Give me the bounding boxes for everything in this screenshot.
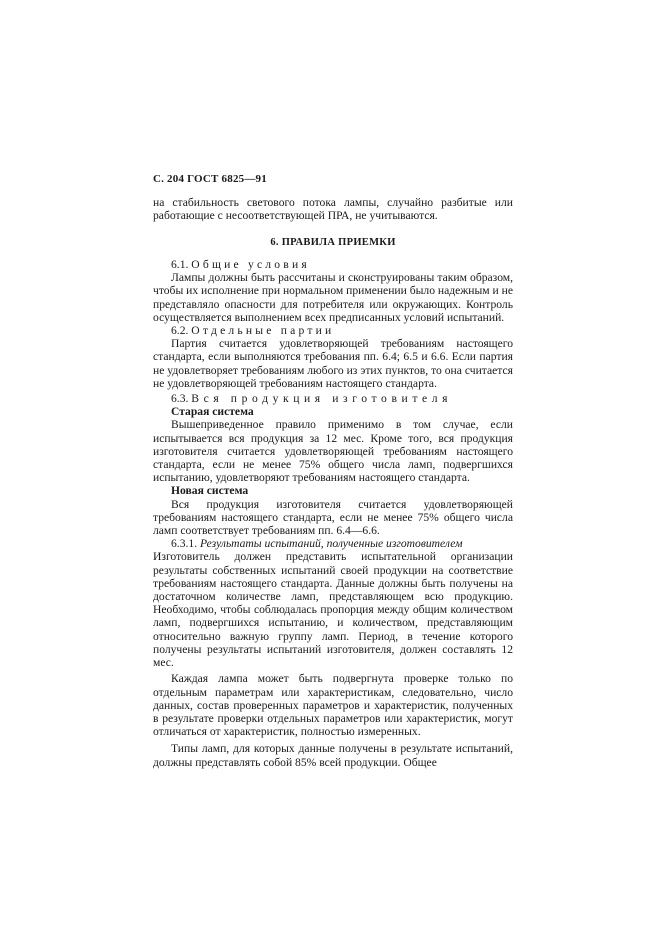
subsection-6-3-heading — [153, 392, 513, 405]
section-title: 6. ПРАВИЛА ПРИЕМКИ — [270, 237, 396, 248]
subsection-number: 6.2. — [171, 324, 189, 338]
new-system-text: Вся продукция изготовителя считается удовлетворяющей требованиям настоящего стандарта, если не менее 75% общего числа ламп соответствует требованиям пп. 6.4—6.6. — [153, 497, 513, 538]
subsection-title: Общие условия — [191, 258, 310, 271]
intro-line-1: на стабильность светового потока лампы, случайно разбитые или — [153, 196, 513, 209]
new-system-heading: Новая система — [171, 484, 249, 498]
subsection-6-2-text: Партия считается удовлетворяющей требованиям настоящего стандарта, если выполняются требования пп. 6.4; 6.5 и 6.6. Если партия не удовлетворяет требованиям любого из этих пунктов, то она считается не удовлетворяющей требованиям настоящего стандарта. — [153, 337, 513, 390]
old-system-text: Вышеприведенное правило применимо в том случае, если испытывается вся продукция за 12 мес. Кроме того, вся продукция изготовителя считается удовлетворяющей требованиям настоящего стандарта, если не менее 75% общего числа ламп, подвергшихся испытанию, удовлетворяют требованиям настоящего стандарта. — [153, 418, 513, 485]
subsection-6-1-text: Лампы должны быть рассчитаны и сконструированы таким образом, чтобы их исполнение при нормальном применении было надежным и не представляло опасности для потребителя или окружающих. Контроль осуществляется выполнением всех предписанных условий испытаний. — [153, 271, 513, 324]
subsection-number: 6.3. — [171, 392, 189, 406]
subsection-title: Отдельные партии — [191, 324, 335, 338]
subsection-title: Результаты испытаний, полученные изготовителем — [200, 537, 463, 551]
page-header: С. 204 ГОСТ 6825—91 — [153, 173, 267, 185]
intro-line-2: работающие с несоответствующей ПРА, не учитываются. — [153, 209, 438, 223]
subsection-6-1-heading — [153, 258, 513, 271]
subsection-number: 6.1. — [171, 258, 189, 271]
old-system-heading: Старая система — [171, 405, 254, 419]
subsection-6-2-heading — [153, 324, 513, 337]
subsection-6-3-1-text: Изготовитель должен представить испытательной организации результаты собственных испытаний своей продукции на соответствие требованиям настоящего стандарта. Данные должны быть получены на достаточном количестве ламп, представляющем всю продукцию. Необходимо, чтобы соблюдалась пропорция между общим количеством ламп, подвергшихся испытанию, и количеством, представляющим относительно важную группу ламп. Период, в течение которого получены результаты испытаний изготовителя, должен составлять 12 мес. — [153, 550, 513, 670]
section-body — [153, 258, 513, 769]
paragraph-each-lamp: Каждая лампа может быть подвергнута проверке только по отдельным параметрам или характеристикам, следовательно, число данных, состав проверенных параметров и характеристик, полученных в результате проверки отдельных параметров или характеристик, могут отличаться от характеристик, полностью измеренных. — [153, 672, 513, 739]
subsection-6-3-1-heading — [153, 537, 513, 550]
subsection-title: Вся продукция изготовителя — [191, 392, 453, 406]
intro-paragraph — [153, 196, 513, 222]
paragraph-lamp-types: Типы ламп, для которых данные получены в результате испытаний, должны представлять собой 85% всей продукции. Общее — [153, 742, 513, 769]
subsection-number: 6.3.1. — [171, 537, 198, 551]
